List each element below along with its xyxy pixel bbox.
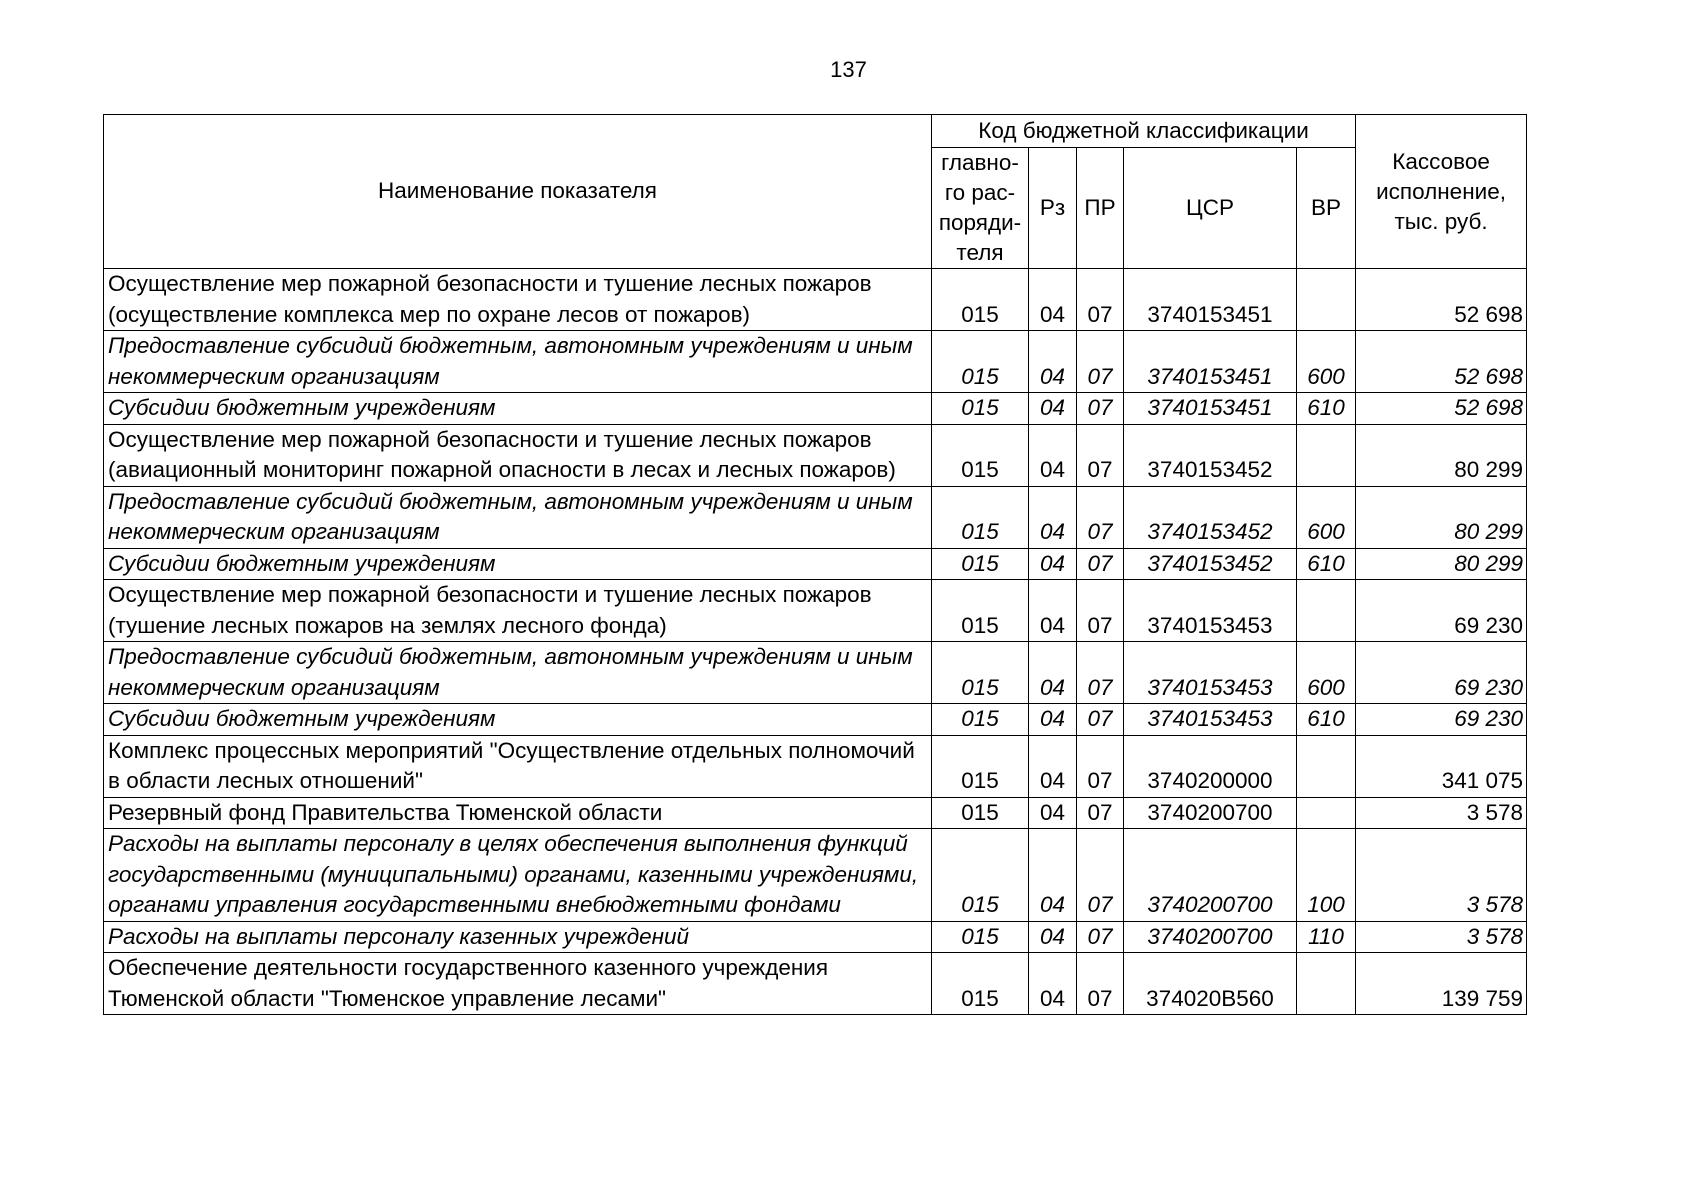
row-amount: 80 299 xyxy=(1356,548,1527,580)
row-csr: 374020В560 xyxy=(1124,953,1297,1015)
row-vr: 600 xyxy=(1297,642,1356,704)
row-grbs: 015 xyxy=(932,642,1029,704)
row-amount: 3 578 xyxy=(1356,921,1527,953)
row-amount: 139 759 xyxy=(1356,953,1527,1015)
row-vr: 600 xyxy=(1297,331,1356,393)
page-number: 137 xyxy=(830,57,867,82)
budget-table xyxy=(103,114,1527,1015)
table-row xyxy=(104,829,1527,922)
row-pr: 07 xyxy=(1077,331,1124,393)
header-pr: ПР xyxy=(1077,148,1124,269)
row-name: Расходы на выплаты персоналу в целях обеспечения выполнения функций государственными (муниципальными) органами, казенными учреждениями, органами управления государственными внебюджетными фондами xyxy=(104,829,932,922)
row-csr: 3740200700 xyxy=(1124,921,1297,953)
row-pr: 07 xyxy=(1077,269,1124,331)
row-csr: 3740200700 xyxy=(1124,797,1297,829)
row-vr xyxy=(1297,580,1356,642)
row-amount: 3 578 xyxy=(1356,797,1527,829)
row-grbs: 015 xyxy=(932,393,1029,425)
row-grbs: 015 xyxy=(932,829,1029,922)
row-rz: 04 xyxy=(1029,797,1077,829)
row-amount: 80 299 xyxy=(1356,486,1527,548)
table-row xyxy=(104,331,1527,393)
row-grbs: 015 xyxy=(932,735,1029,797)
row-amount: 3 578 xyxy=(1356,829,1527,922)
row-pr: 07 xyxy=(1077,393,1124,425)
header-vr: ВР xyxy=(1297,148,1356,269)
row-name: Расходы на выплаты персоналу казенных учреждений xyxy=(104,921,932,953)
row-grbs: 015 xyxy=(932,486,1029,548)
header-name: Наименование показателя xyxy=(104,115,932,269)
row-name: Предоставление субсидий бюджетным, автономным учреждениям и иным некоммерческим организациям xyxy=(104,486,932,548)
table-row xyxy=(104,548,1527,580)
row-pr: 07 xyxy=(1077,424,1124,486)
row-csr: 3740200000 xyxy=(1124,735,1297,797)
row-grbs: 015 xyxy=(932,548,1029,580)
row-name: Осуществление мер пожарной безопасности и тушение лесных пожаров (авиационный мониторинг пожарной опасности в лесах и лесных пожаров) xyxy=(104,424,932,486)
row-vr xyxy=(1297,797,1356,829)
row-amount: 52 698 xyxy=(1356,331,1527,393)
row-csr: 3740153452 xyxy=(1124,424,1297,486)
table-row xyxy=(104,921,1527,953)
row-grbs: 015 xyxy=(932,797,1029,829)
header-csr: ЦСР xyxy=(1124,148,1297,269)
row-csr: 3740153453 xyxy=(1124,642,1297,704)
row-name: Осуществление мер пожарной безопасности и тушение лесных пожаров (тушение лесных пожаров на землях лесного фонда) xyxy=(104,580,932,642)
row-rz: 04 xyxy=(1029,269,1077,331)
row-vr: 600 xyxy=(1297,486,1356,548)
row-grbs: 015 xyxy=(932,424,1029,486)
row-vr: 100 xyxy=(1297,829,1356,922)
row-rz: 04 xyxy=(1029,424,1077,486)
header-rz: Рз xyxy=(1029,148,1077,269)
row-amount: 69 230 xyxy=(1356,642,1527,704)
row-name: Субсидии бюджетным учреждениям xyxy=(104,393,932,425)
row-rz: 04 xyxy=(1029,704,1077,736)
table-row xyxy=(104,393,1527,425)
header-grbs: главно-го рас-поряди-теля xyxy=(932,148,1029,269)
table-row xyxy=(104,486,1527,548)
row-vr: 610 xyxy=(1297,548,1356,580)
row-csr: 3740153452 xyxy=(1124,548,1297,580)
row-grbs: 015 xyxy=(932,580,1029,642)
row-vr xyxy=(1297,735,1356,797)
row-rz: 04 xyxy=(1029,331,1077,393)
row-name: Обеспечение деятельности государственного казенного учреждения Тюменской области "Тюменское управление лесами" xyxy=(104,953,932,1015)
row-grbs: 015 xyxy=(932,269,1029,331)
row-csr: 3740200700 xyxy=(1124,829,1297,922)
row-rz: 04 xyxy=(1029,393,1077,425)
row-name: Осуществление мер пожарной безопасности и тушение лесных пожаров (осуществление комплекса мер по охране лесов от пожаров) xyxy=(104,269,932,331)
row-rz: 04 xyxy=(1029,580,1077,642)
row-amount: 80 299 xyxy=(1356,424,1527,486)
row-name: Субсидии бюджетным учреждениям xyxy=(104,548,932,580)
row-grbs: 015 xyxy=(932,331,1029,393)
table-row xyxy=(104,424,1527,486)
row-csr: 3740153452 xyxy=(1124,486,1297,548)
row-vr xyxy=(1297,953,1356,1015)
row-rz: 04 xyxy=(1029,642,1077,704)
row-name: Комплекс процессных мероприятий "Осуществление отдельных полномочий в области лесных отношений" xyxy=(104,735,932,797)
row-pr: 07 xyxy=(1077,548,1124,580)
row-csr: 3740153451 xyxy=(1124,393,1297,425)
row-pr: 07 xyxy=(1077,735,1124,797)
row-csr: 3740153451 xyxy=(1124,331,1297,393)
row-csr: 3740153453 xyxy=(1124,580,1297,642)
row-rz: 04 xyxy=(1029,735,1077,797)
row-csr: 3740153451 xyxy=(1124,269,1297,331)
row-rz: 04 xyxy=(1029,829,1077,922)
table-row xyxy=(104,797,1527,829)
row-rz: 04 xyxy=(1029,486,1077,548)
row-rz: 04 xyxy=(1029,921,1077,953)
table-row xyxy=(104,269,1527,331)
header-kbk-group: Код бюджетной классификации xyxy=(932,115,1356,148)
row-amount: 69 230 xyxy=(1356,580,1527,642)
table-row xyxy=(104,735,1527,797)
header-row-1 xyxy=(104,115,1527,148)
row-csr: 3740153453 xyxy=(1124,704,1297,736)
table-row xyxy=(104,580,1527,642)
row-vr xyxy=(1297,269,1356,331)
row-pr: 07 xyxy=(1077,921,1124,953)
row-amount: 52 698 xyxy=(1356,269,1527,331)
row-pr: 07 xyxy=(1077,486,1124,548)
table-row xyxy=(104,704,1527,736)
table-body xyxy=(104,269,1527,1015)
row-grbs: 015 xyxy=(932,704,1029,736)
row-grbs: 015 xyxy=(932,953,1029,1015)
row-pr: 07 xyxy=(1077,642,1124,704)
row-pr: 07 xyxy=(1077,580,1124,642)
row-pr: 07 xyxy=(1077,953,1124,1015)
row-amount: 69 230 xyxy=(1356,704,1527,736)
row-pr: 07 xyxy=(1077,704,1124,736)
row-vr: 110 xyxy=(1297,921,1356,953)
table-row xyxy=(104,642,1527,704)
row-vr: 610 xyxy=(1297,704,1356,736)
row-pr: 07 xyxy=(1077,829,1124,922)
row-name: Предоставление субсидий бюджетным, автономным учреждениям и иным некоммерческим организациям xyxy=(104,331,932,393)
table-row xyxy=(104,953,1527,1015)
row-name: Субсидии бюджетным учреждениям xyxy=(104,704,932,736)
row-vr: 610 xyxy=(1297,393,1356,425)
row-vr xyxy=(1297,424,1356,486)
row-amount: 52 698 xyxy=(1356,393,1527,425)
row-pr: 07 xyxy=(1077,797,1124,829)
header-amount: Кассовое исполнение, тыс. руб. xyxy=(1356,115,1527,269)
row-amount: 341 075 xyxy=(1356,735,1527,797)
row-grbs: 015 xyxy=(932,921,1029,953)
row-rz: 04 xyxy=(1029,548,1077,580)
row-name: Предоставление субсидий бюджетным, автономным учреждениям и иным некоммерческим организациям xyxy=(104,642,932,704)
row-rz: 04 xyxy=(1029,953,1077,1015)
row-name: Резервный фонд Правительства Тюменской области xyxy=(104,797,932,829)
